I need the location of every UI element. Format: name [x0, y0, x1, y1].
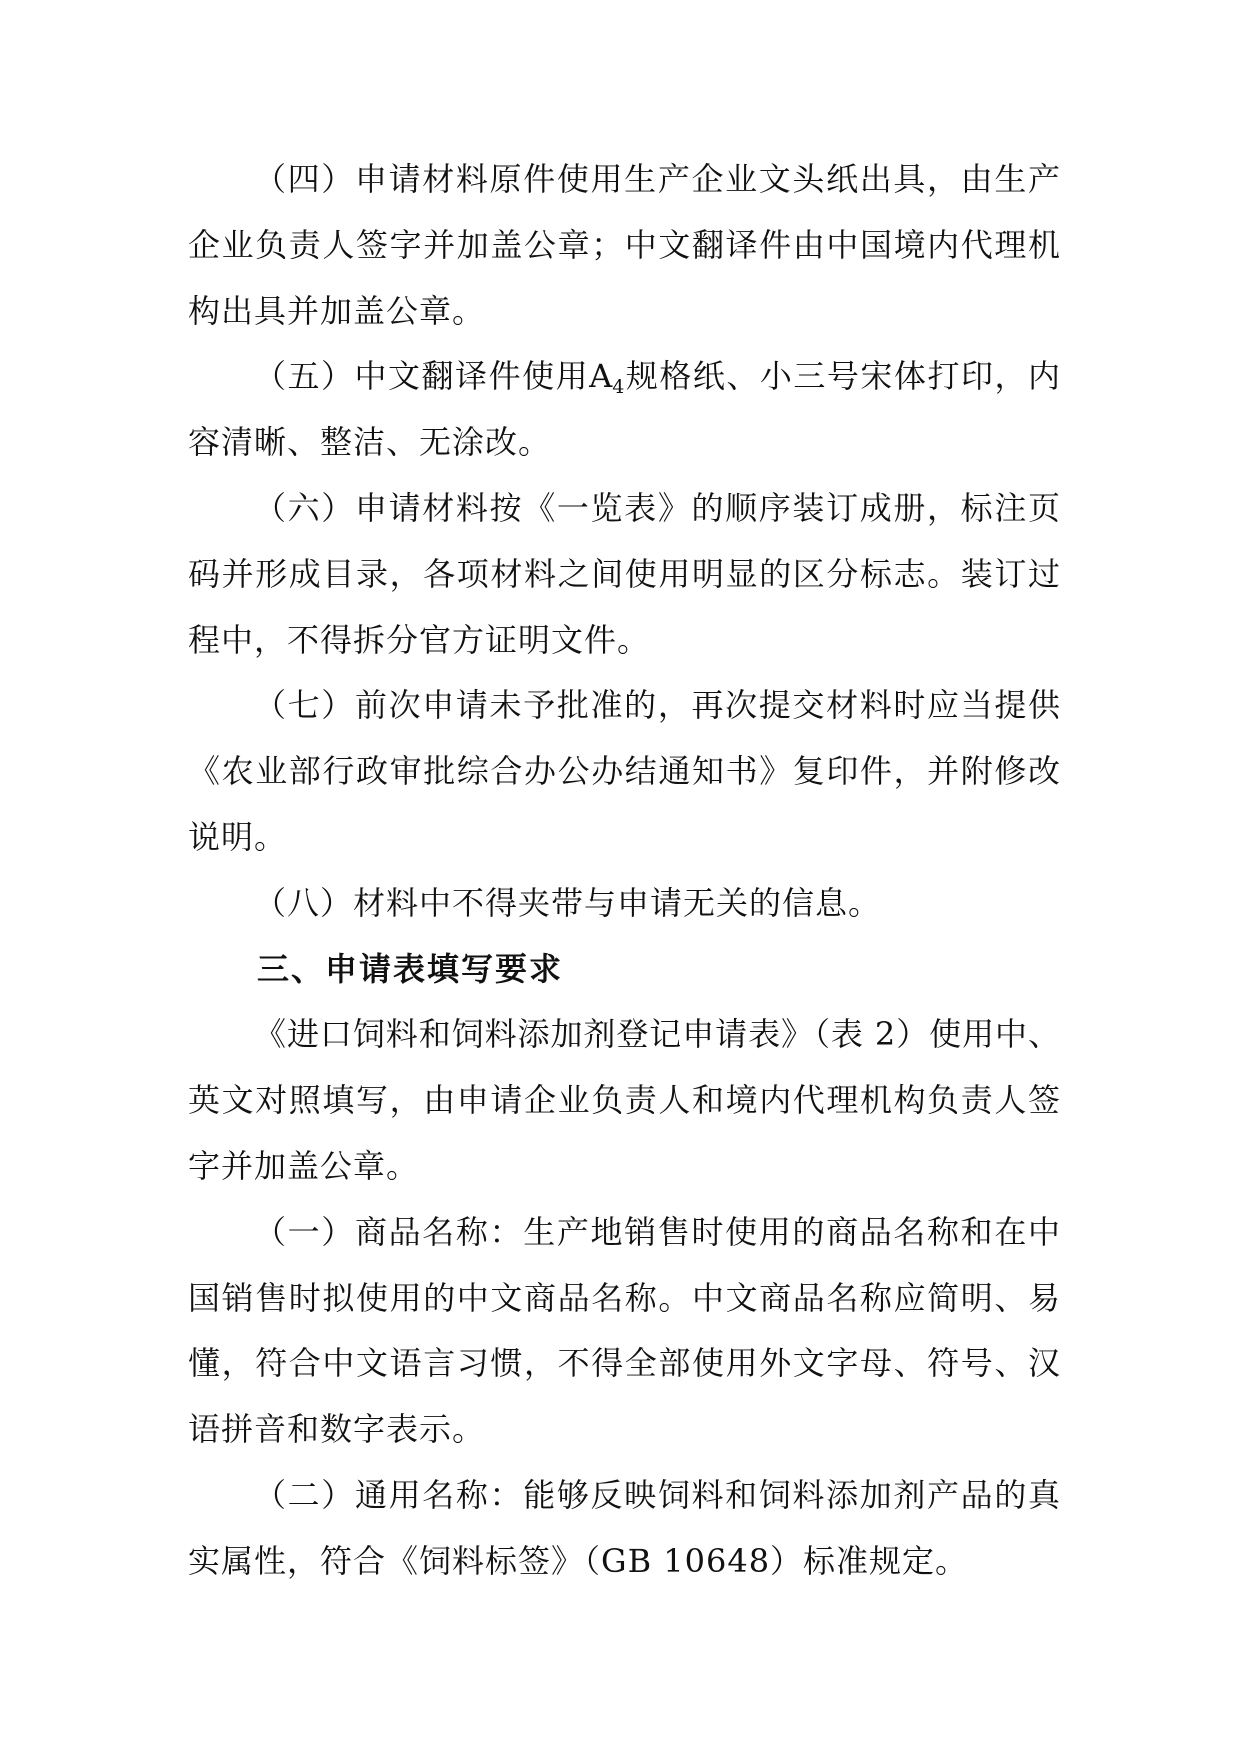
text-line: （四）申请材料原件使用生产企业文头纸出具，由生产: [254, 160, 1060, 198]
text-line: 容清晰、整洁、无涂改。: [188, 423, 552, 462]
text-line: 懂，符合中文语言习惯，不得全部使用外文字母、符号、汉: [188, 1344, 1060, 1383]
subscript: 4: [612, 376, 625, 399]
paragraph-item-4: [188, 147, 1060, 344]
text-line: 字并加盖公章。: [188, 1146, 420, 1185]
paragraph-section-intro: [188, 1002, 1060, 1199]
text-line: 国销售时拟使用的中文商品名称。中文商品名称应简明、易: [188, 1278, 1060, 1317]
text-line: （八）材料中不得夹带与申请无关的信息。: [254, 883, 882, 922]
paragraph-item-5: [188, 344, 1060, 476]
paragraph-item-6: [188, 476, 1060, 673]
text-line: （二）通用名称：能够反映饲料和饲料添加剂产品的真: [254, 1475, 1060, 1514]
text-span: A: [589, 357, 613, 396]
text-line: （六）申请材料按《一览表》的顺序装订成册，标注页: [254, 488, 1060, 527]
text-line: 企业负责人签字并加盖公章；中文翻译件由中国境内代理机: [188, 225, 1060, 264]
paragraph-item-8: [188, 871, 1060, 937]
text-line: [188, 344, 1060, 410]
text-line: 语拼音和数字表示。: [188, 1410, 486, 1449]
paragraph-item-7: [188, 673, 1060, 870]
text-line: 构出具并加盖公章。: [188, 291, 486, 330]
text-line: 程中，不得拆分官方证明文件。: [188, 620, 651, 659]
document-page: [188, 147, 1060, 1595]
paragraph-sub-1: [188, 1200, 1060, 1463]
text-line: 说明。: [188, 817, 288, 856]
paragraph-sub-2: [188, 1463, 1060, 1595]
text-span: （五）中文翻译件使用: [254, 357, 590, 396]
text-line: 英文对照填写，由申请企业负责人和境内代理机构负责人签: [188, 1081, 1060, 1120]
section-heading: [188, 937, 1060, 1003]
text-line: （七）前次申请未予批准的，再次提交材料时应当提供: [254, 686, 1060, 725]
text-line: 码并形成目录，各项材料之间使用明显的区分标志。装订过: [188, 554, 1060, 593]
text-line: 实属性，符合《饲料标签》（GB 10648）标准规定。: [188, 1541, 969, 1580]
text-line: （一）商品名称：生产地销售时使用的商品名称和在中: [254, 1212, 1060, 1251]
text-line: 《进口饲料和饲料添加剂登记申请表》（表 2）使用中、: [254, 1015, 1060, 1054]
heading-text: 三、申请表填写要求: [257, 949, 564, 988]
text-span: 规格纸、小三号宋体打印，内: [624, 357, 1060, 396]
text-line: 《农业部行政审批综合办公办结通知书》复印件，并附修改: [188, 752, 1060, 791]
